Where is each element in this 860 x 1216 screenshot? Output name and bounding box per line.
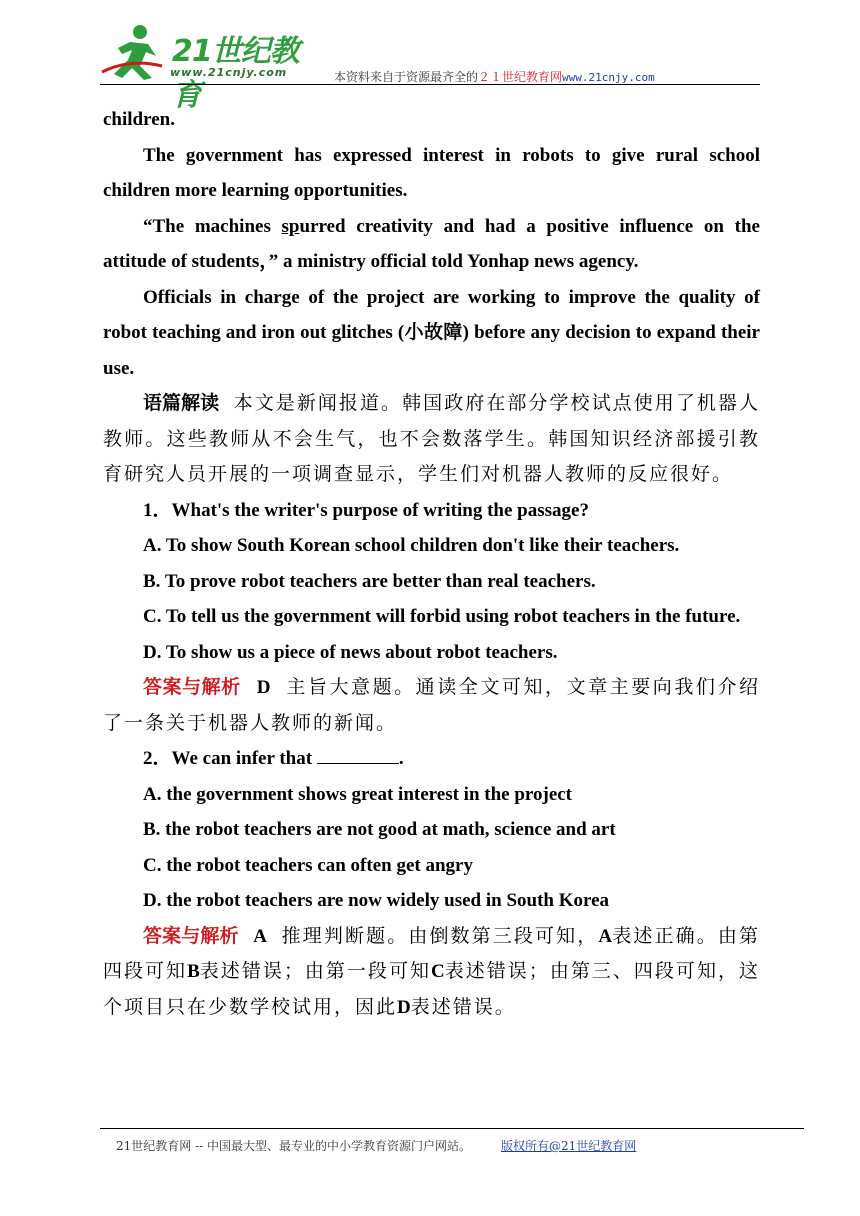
copyright-link[interactable]: 版权所有@21世纪教育网 <box>501 1139 637 1153</box>
answer-explanation-part: 表述正确。由第四段可知 <box>103 924 760 982</box>
question-2-option-d: D. the robot teachers are now widely used in South Korea <box>143 890 610 911</box>
header-note-url[interactable]: www.21cnjy.com <box>562 71 655 84</box>
question-2-stem-end: . <box>398 748 404 769</box>
answer-explanation-part: 表述错误。 <box>410 995 516 1018</box>
runner-logo-icon <box>100 22 180 84</box>
question-2-option-c: C. the robot teachers can often get angry <box>143 854 473 876</box>
reading-label: 语篇解读 <box>143 392 220 414</box>
question-1-option-a: A. To show South Korean school children don't like their teachers. <box>143 535 680 556</box>
question-2-answer <box>103 919 760 1026</box>
reading-interpretation <box>103 386 760 493</box>
answer-explanation-part: 推理判断题。由倒数第三段可知， <box>281 924 599 947</box>
question-2-option-b: B. the robot teachers are not good at math, science and art <box>143 819 616 840</box>
answer-label: 答案与解析 <box>143 676 241 698</box>
reading-text: 本文是新闻报道。韩国政府在部分学校试点使用了机器人教师。这些教师从不会生气，也不会数落学生。韩国知识经济部援引教育研究人员开展的一项调查显示，学生们对机器人教师的反应很好。 <box>103 392 760 485</box>
fill-in-blank <box>317 745 399 764</box>
answer-letter: D <box>256 677 271 698</box>
question-1-answer <box>103 670 760 741</box>
question-1-option-d: D. To show us a piece of news about robot teachers. <box>143 641 558 663</box>
question-2-stem <box>103 741 760 777</box>
site-logo <box>100 22 310 113</box>
page-footer <box>116 1137 636 1154</box>
p3-underlined-text: sp <box>281 215 300 237</box>
header-note-site: ２１世纪教育网 <box>478 70 563 84</box>
answer-label: 答案与解析 <box>143 924 239 947</box>
question-1-option-b: B. To prove robot teachers are better than real teachers. <box>143 570 596 592</box>
header-divider <box>100 84 760 85</box>
answer-explanation-letter: A <box>598 925 613 947</box>
page-header <box>100 22 760 113</box>
answer-explanation-letter: D <box>397 996 411 1018</box>
answer-explanation-part: 表述错误；由第三、四段可知，这个项目只在少数学校试用，因此 <box>103 960 760 1018</box>
answer-explanation-part: 表述错误；由第一段可知 <box>199 960 431 982</box>
question-2-option-a: A. the government shows great interest in the project <box>143 783 573 805</box>
logo-url: www.21cnjy.com <box>170 66 288 79</box>
question-2-stem-text: 2．We can infer that <box>143 748 317 769</box>
question-1-option-c: C. To tell us the government will forbid using robot teachers in the future. <box>143 606 741 627</box>
logo-text: 21世纪教育 <box>172 34 299 113</box>
p3-text-before: “The machines <box>143 215 282 237</box>
question-1-stem: 1．What's the writer's purpose of writing the passage? <box>143 499 589 521</box>
answer-explanation: 主旨大意题。通读全文可知，文章主要向我们介绍了一条关于机器人教师的新闻。 <box>103 676 760 734</box>
footer-divider <box>100 1128 804 1129</box>
header-note <box>334 68 655 85</box>
header-note-prefix: 本资料来自于资源最齐全的 <box>334 70 479 84</box>
document-body <box>103 102 760 1025</box>
paragraph-2: The government has expressed interest in robots to give rural school children more learning opportunities. <box>103 144 760 201</box>
footer-text: 21世纪教育网 -- 中国最大型、最专业的中小学教育资源门户网站。 <box>116 1139 472 1153</box>
answer-explanation-letter: B <box>187 961 200 982</box>
answer-letter: A <box>253 925 267 947</box>
paragraph-1: children. <box>103 109 175 130</box>
paragraph-4: Officials in charge of the project are working to improve the quality of robot teaching and iron out glitches (小故障) before any decision to expand their use. <box>103 286 760 379</box>
p3-text-after: urred creativity and had a positive influence on the attitude of students，” a ministry official told Yonhap news agency. <box>103 215 760 272</box>
paragraph-3 <box>103 209 760 280</box>
answer-explanation-letter: C <box>430 961 445 982</box>
